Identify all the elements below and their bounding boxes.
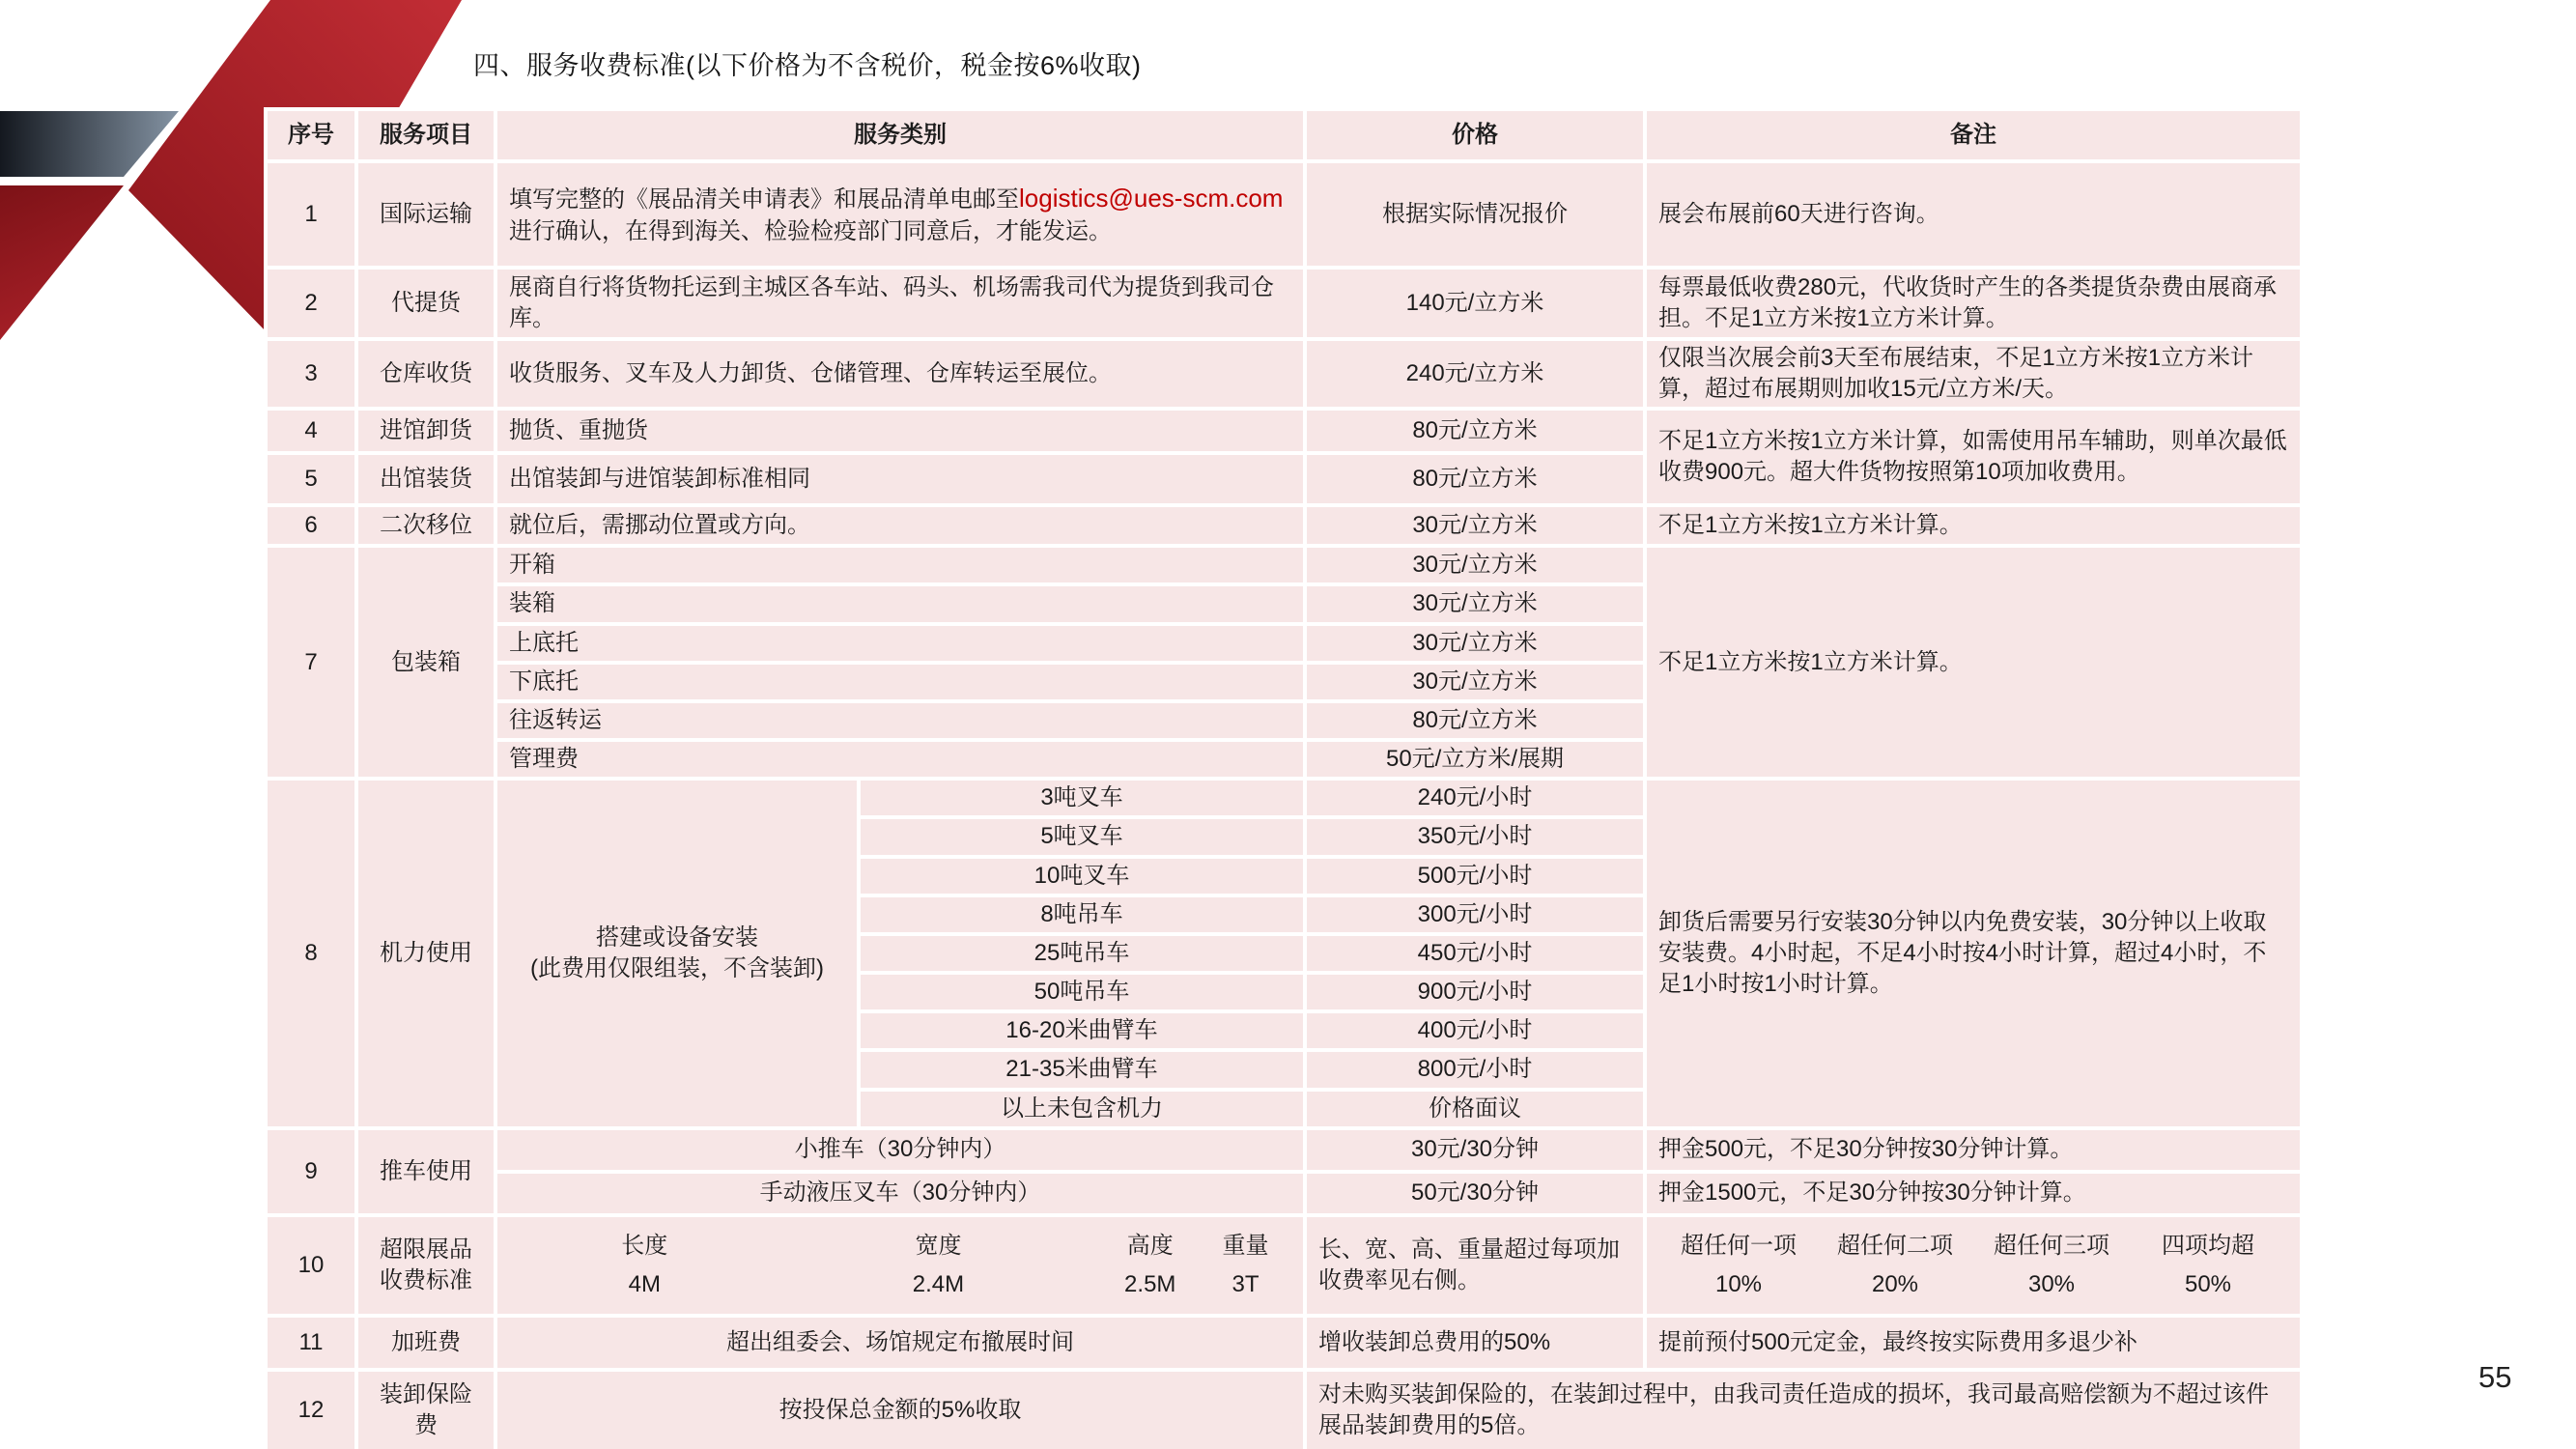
page-number: 55	[2478, 1360, 2512, 1394]
dim-label: 宽度	[780, 1229, 1097, 1264]
table-row	[268, 270, 2300, 337]
cell-item: 代提货	[358, 270, 494, 337]
cell-price: 50元/30分钟	[1307, 1174, 1643, 1213]
cell-index: 9	[268, 1130, 354, 1213]
surcharge-label: 超任何三项	[1975, 1229, 2128, 1264]
cell-price: 400元/小时	[1307, 1013, 1643, 1048]
cell-index: 6	[268, 507, 354, 544]
cell-item: 机力使用	[358, 781, 494, 1125]
cell-item: 二次移位	[358, 507, 494, 544]
table-row	[268, 1217, 2300, 1271]
cell-subitem: 往返转运	[497, 703, 1303, 738]
cell-equipment: 8吨吊车	[861, 897, 1303, 932]
cell-category	[497, 163, 1303, 266]
cell-price: 900元/小时	[1307, 975, 1643, 1009]
cell-index: 1	[268, 163, 354, 266]
cell-equipment: 21-35米曲臂车	[861, 1052, 1303, 1087]
desc-text: 进行确认，在得到海关、检验检疫部门同意后，才能发运。	[509, 217, 1112, 244]
cell-remark: 不足1立方米按1立方米计算。	[1647, 507, 2300, 544]
cell-item: 进馆卸货	[358, 411, 494, 451]
cell-category: 抛货、重抛货	[497, 411, 1303, 451]
cell-price: 30元/立方米	[1307, 626, 1643, 661]
cell-equipment: 25吨吊车	[861, 936, 1303, 971]
table-row	[268, 1130, 2300, 1170]
dim-value: 2.4M	[780, 1267, 1097, 1302]
table-row	[1662, 1267, 2284, 1302]
table-row	[268, 781, 2300, 815]
cell-subitem: 管理费	[497, 742, 1303, 777]
header-category: 服务类别	[497, 111, 1303, 159]
cell-remark: 押金500元，不足30分钟按30分钟计算。	[1647, 1130, 2300, 1170]
cell-index: 4	[268, 411, 354, 451]
cell-dimension-grid	[497, 1217, 1303, 1314]
cell-price: 30元/立方米	[1307, 548, 1643, 582]
cell-item: 出馆装货	[358, 455, 494, 503]
cell-equipment: 以上未包含机力	[861, 1092, 1303, 1126]
cell-category: 出馆装卸与进馆装卸标准相同	[497, 455, 1303, 503]
dim-value: 3T	[1203, 1267, 1288, 1302]
cell-index: 10	[268, 1217, 354, 1314]
cell-price: 长、宽、高、重量超过每项加收费率见右侧。	[1307, 1217, 1643, 1314]
cell-surcharge-grid	[1647, 1217, 2300, 1314]
table-row	[268, 341, 2300, 407]
cell-price: 800元/小时	[1307, 1052, 1643, 1087]
cell-price: 根据实际情况报价	[1307, 163, 1643, 266]
cell-price: 30元/30分钟	[1307, 1130, 1643, 1170]
cell-remark: 展会布展前60天进行咨询。	[1647, 163, 2300, 266]
table-row	[268, 1372, 2300, 1449]
table-row	[513, 1229, 1288, 1264]
cell-remark: 提前预付500元定金，最终按实际费用多退少补	[1647, 1318, 2300, 1368]
dim-label: 重量	[1203, 1229, 1288, 1264]
cell-index: 12	[268, 1372, 354, 1449]
cell-item: 仓库收货	[358, 341, 494, 407]
cell-category: 超出组委会、场馆规定布撤展时间	[497, 1318, 1303, 1368]
cell-subitem: 小推车（30分钟内）	[497, 1130, 1303, 1170]
desc-text: 填写完整的《展品清关申请表》和展品清单电邮至	[509, 186, 1019, 213]
page-title: 四、服务收费标准(以下价格为不含税价，税金按6%收取)	[473, 51, 1142, 80]
cell-index: 7	[268, 548, 354, 777]
cell-category: 按投保总金额的5%收取	[497, 1372, 1303, 1449]
cell-equipment: 10吨叉车	[861, 859, 1303, 894]
header-item: 服务项目	[358, 111, 494, 159]
cell-remark: 每票最低收费280元，代收货时产生的各类提货杂费由展商承担。不足1立方米按1立方米计算。	[1647, 270, 2300, 337]
cell-equipment: 50吨吊车	[861, 975, 1303, 1009]
cell-item: 国际运输	[358, 163, 494, 266]
cell-remark: 押金1500元，不足30分钟按30分钟计算。	[1647, 1174, 2300, 1213]
table-row	[1662, 1229, 2284, 1264]
cell-index: 11	[268, 1318, 354, 1368]
table-row	[268, 411, 2300, 451]
cell-remark: 仅限当次展会前3天至布展结束，不足1立方米按1立方米计算，超过布展期则加收15元/立方米/天。	[1647, 341, 2300, 407]
cell-index: 3	[268, 341, 354, 407]
cell-price: 增收装卸总费用的50%	[1307, 1318, 1643, 1368]
dim-label: 长度	[513, 1229, 777, 1264]
dim-label: 高度	[1100, 1229, 1200, 1264]
dimension-table	[509, 1225, 1291, 1306]
cell-price: 240元/立方米	[1307, 341, 1643, 407]
table-row	[268, 163, 2300, 266]
cell-index: 2	[268, 270, 354, 337]
dim-value: 4M	[513, 1267, 777, 1302]
cell-subitem: 手动液压叉车（30分钟内）	[497, 1174, 1303, 1213]
cell-price: 30元/立方米	[1307, 586, 1643, 621]
cell-item: 包装箱	[358, 548, 494, 777]
cell-price: 240元/小时	[1307, 781, 1643, 815]
cell-remark-merged: 卸货后需要另行安装30分钟以内免费安装，30分钟以上收取安装费。4小时起，不足4小时按4小时计算，超过4小时，不足1小时按1小时计算。	[1647, 781, 2300, 1125]
surcharge-value: 20%	[1819, 1267, 1971, 1302]
table-row	[268, 507, 2300, 544]
cell-price: 300元/小时	[1307, 897, 1643, 932]
cell-remark-merged: 不足1立方米按1立方米计算。	[1647, 548, 2300, 777]
cell-item: 加班费	[358, 1318, 494, 1368]
cell-equipment: 3吨叉车	[861, 781, 1303, 815]
fee-table	[264, 107, 2304, 1449]
cell-price: 350元/小时	[1307, 819, 1643, 854]
cell-category: 就位后，需挪动位置或方向。	[497, 507, 1303, 544]
cell-index: 5	[268, 455, 354, 503]
cell-price: 50元/立方米/展期	[1307, 742, 1643, 777]
surcharge-value: 10%	[1662, 1267, 1815, 1302]
email-text: logistics@ues-scm.com	[1019, 184, 1284, 213]
table-row	[268, 548, 2300, 582]
cell-subitem: 下底托	[497, 665, 1303, 699]
cell-equipment: 16-20米曲臂车	[861, 1013, 1303, 1048]
table-row	[513, 1267, 1288, 1302]
cell-price: 30元/立方米	[1307, 507, 1643, 544]
cell-price: 80元/立方米	[1307, 703, 1643, 738]
cell-subitem: 开箱	[497, 548, 1303, 582]
cell-equipment: 5吨叉车	[861, 819, 1303, 854]
header-remark: 备注	[1647, 111, 2300, 159]
surcharge-label: 四项均超	[2132, 1229, 2284, 1264]
cell-category	[497, 781, 857, 1125]
cell-subitem: 装箱	[497, 586, 1303, 621]
dim-value: 2.5M	[1100, 1267, 1200, 1302]
cell-price: 140元/立方米	[1307, 270, 1643, 337]
cell-price: 500元/小时	[1307, 859, 1643, 894]
cell-remark-merged: 不足1立方米按1立方米计算，如需使用吊车辅助，则单次最低收费900元。超大件货物按照第10项加收费用。	[1647, 411, 2300, 503]
cell-price: 30元/立方米	[1307, 665, 1643, 699]
category-line2: (此费用仅限组装，不含装卸)	[530, 954, 824, 981]
surcharge-label: 超任何二项	[1819, 1229, 1971, 1264]
surcharge-value: 50%	[2132, 1267, 2284, 1302]
table-row	[268, 1318, 2300, 1368]
surcharge-label: 超任何一项	[1662, 1229, 1815, 1264]
header-price: 价格	[1307, 111, 1643, 159]
table-row	[268, 1174, 2300, 1213]
category-line1: 搭建或设备安装	[596, 923, 758, 951]
surcharge-value: 30%	[1975, 1267, 2128, 1302]
cell-category: 收货服务、叉车及人力卸货、仓储管理、仓库转运至展位。	[497, 341, 1303, 407]
cell-price: 价格面议	[1307, 1092, 1643, 1126]
cell-item: 推车使用	[358, 1130, 494, 1213]
red-triangle-shape	[0, 185, 124, 340]
cell-index: 8	[268, 781, 354, 1125]
cell-price: 80元/立方米	[1307, 455, 1643, 503]
cell-item: 超限展品收费标准	[358, 1217, 494, 1314]
cell-subitem: 上底托	[497, 626, 1303, 661]
cell-category: 展商自行将货物托运到主城区各车站、码头、机场需我司代为提货到我司仓库。	[497, 270, 1303, 337]
cell-item: 装卸保险费	[358, 1372, 494, 1449]
table-header-row	[268, 111, 2300, 159]
cell-remark-merged: 对未购买装卸保险的，在装卸过程中，由我司责任造成的损坏，我司最高赔偿额为不超过该件展品装卸费用的5倍。	[1307, 1372, 2300, 1449]
surcharge-table	[1658, 1225, 2288, 1306]
cell-price: 80元/立方米	[1307, 411, 1643, 451]
header-index: 序号	[268, 111, 354, 159]
cell-price: 450元/小时	[1307, 936, 1643, 971]
